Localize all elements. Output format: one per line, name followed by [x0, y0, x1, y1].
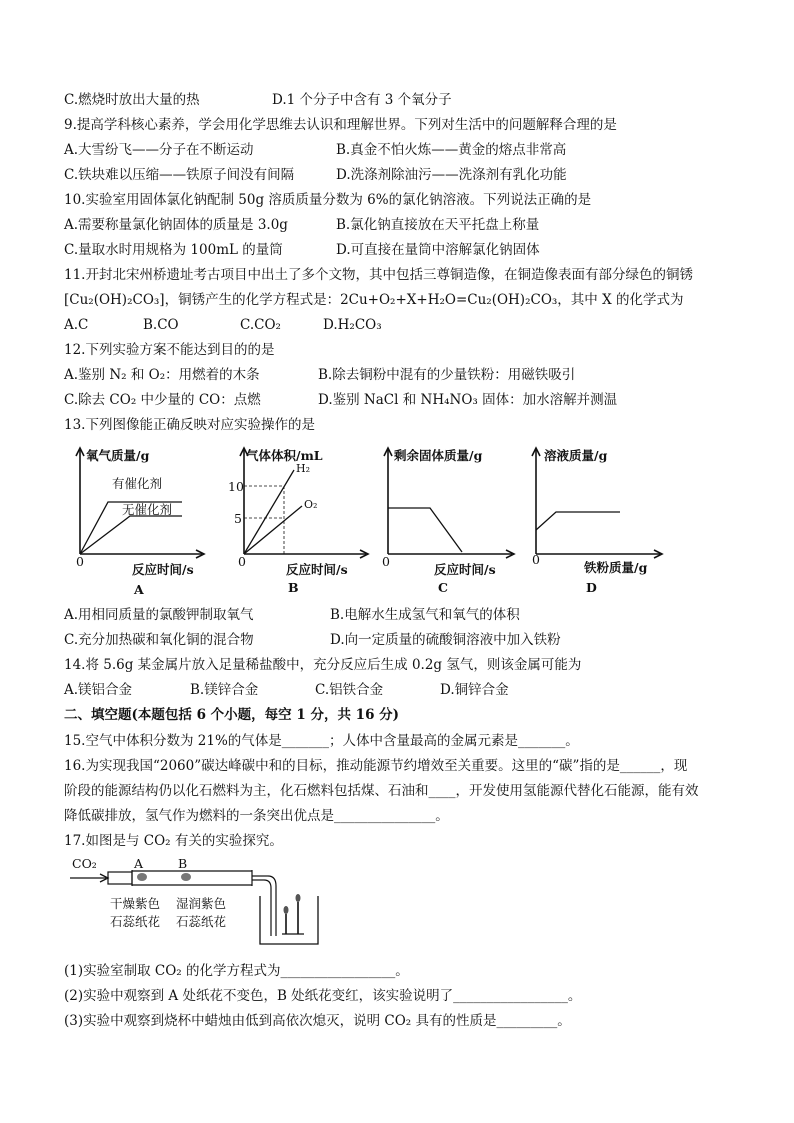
q11-option-b: B.CO: [143, 317, 179, 333]
q11-option-c: C.CO₂: [240, 317, 281, 333]
q11-stem-line1: 11.开封北宋州桥遗址考古项目中出土了多个文物，其中包括三尊铜造像，在铜造像表面有部分绿色的铜锈: [64, 267, 693, 283]
q10-stem: 10.实验室用固体氯化钠配制 50g 溶质质量分数为 6%的氯化钠溶液。下列说法正确的是: [64, 192, 592, 208]
graph-a-origin: 0: [76, 554, 84, 569]
fig-label-b: B: [178, 856, 188, 871]
graph-b-letter: B: [288, 580, 299, 595]
q9-option-a: A.大雪纷飞——分子在不断运动: [64, 142, 254, 158]
q16-line1: 16.为实现我国“2060”碳达峰碳中和的目标，推动能源节约增效至关重要。这里的“碳”指的是______，现: [64, 758, 688, 774]
q13-option-d: D.向一定质量的硫酸铜溶液中加入铁粉: [330, 632, 561, 648]
graph-b-o2-label: O₂: [304, 498, 318, 511]
paper-flower-a: [137, 873, 147, 881]
q13-option-c: C.充分加热碳和氧化铜的混合物: [64, 632, 254, 648]
graph-c-xlabel: 反应时间/s: [434, 562, 496, 577]
q12-option-a: A.鉴别 N₂ 和 O₂：用燃着的木条: [64, 367, 260, 383]
graph-a-line1-label: 有催化剂: [112, 476, 163, 491]
q15-text: 15.空气中体积分数为 21%的气体是_______；人体中含量最高的金属元素是_______。: [64, 733, 579, 749]
q17-part3: (3)实验中观察到烧杯中蜡烛由低到高依次熄灭，说明 CO₂ 具有的性质是_________。: [64, 1013, 571, 1029]
q14-option-b: B.镁锌合金: [190, 682, 259, 698]
q14-stem: 14.将 5.6g 某金属片放入足量稀盐酸中，充分反应后生成 0.2g 氢气，则该金属可能为: [64, 657, 582, 673]
q14-option-a: A.镁铝合金: [64, 682, 133, 698]
q8-option-c: C.燃烧时放出大量的热: [64, 92, 200, 108]
q12-option-c: C.除去 CO₂ 中少量的 CO：点燃: [64, 392, 261, 408]
q12-option-d: D.鉴别 NaCl 和 NH₄NO₃ 固体：加水溶解并测温: [318, 392, 618, 408]
q9-option-d: D.洗涤剂除油污——洗涤剂有乳化功能: [336, 167, 567, 183]
graph-b-xlabel: 反应时间/s: [286, 562, 348, 577]
q9-option-c: C.铁块难以压缩——铁原子间没有间隔: [64, 167, 295, 183]
q11-option-a: A.C: [64, 317, 89, 333]
graph-b-origin: 0: [238, 554, 246, 569]
q16-line2: 阶段的能源结构仍以化石燃料为主，化石燃料包括煤、石油和____，开发使用氢能源代替化石能源，能有效: [64, 783, 699, 799]
graph-a-ylabel: 氧气质量/g: [86, 448, 150, 463]
paper-flower-b: [181, 873, 191, 881]
graph-d-ylabel: 溶液质量/g: [544, 448, 608, 463]
fig-gas-label: CO₂: [72, 856, 97, 871]
graph-a-line2-label: 无催化剂: [122, 502, 173, 517]
q10-option-d: D.可直接在量筒中溶解氯化钠固体: [336, 242, 540, 258]
fig-label-a: A: [134, 856, 144, 871]
graph-d-xlabel: 铁粉质量/g: [584, 560, 648, 575]
graph-b: [226, 442, 376, 602]
graph-c-ylabel: 剩余固体质量/g: [394, 448, 483, 463]
q17-apparatus-figure: [68, 856, 328, 952]
graph-c-line: [388, 508, 462, 552]
graph-c-axes: [384, 448, 514, 558]
q16-line3: 降低碳排放，氢气作为燃料的一条突出优点是_______________。: [64, 808, 449, 824]
q10-option-c: C.量取水时用规格为 100mL 的量筒: [64, 242, 283, 258]
fig-a-desc-line2: 石蕊纸花: [110, 914, 161, 929]
q13-option-a: A.用相同质量的氯酸钾制取氧气: [64, 607, 254, 623]
fig-b-desc-line2: 石蕊纸花: [176, 914, 227, 929]
graph-c-letter: C: [438, 580, 448, 595]
graph-d: [526, 442, 676, 602]
graph-d-line: [536, 512, 620, 530]
q13-option-b: B.电解水生成氢气和氧气的体积: [330, 607, 520, 623]
graph-b-ylabel: 气体体积/mL: [246, 448, 323, 463]
graph-b-tick-5: 5: [234, 511, 242, 526]
q10-option-b: B.氯化钠直接放在天平托盘上称量: [336, 217, 540, 233]
graph-b-h2-label: H₂: [296, 462, 311, 475]
q10-option-a: A.需要称量氯化钠固体的质量是 3.0g: [64, 217, 288, 233]
q12-option-b: B.除去铜粉中混有的少量铁粉：用磁铁吸引: [318, 367, 576, 383]
q9-option-b: B.真金不怕火炼——黄金的熔点非常高: [336, 142, 567, 158]
graph-d-letter: D: [586, 580, 597, 595]
q17-part2: (2)实验中观察到 A 处纸花不变色，B 处纸花变红，该实验说明了_________________。: [64, 988, 582, 1004]
graph-d-axes: [532, 448, 662, 558]
graph-b-line-h2: [244, 470, 294, 554]
q9-stem: 9.提高学科核心素养，学会用化学思维去认识和理解世界。下列对生活中的问题解释合理的是: [64, 117, 617, 133]
graph-c-origin: 0: [382, 554, 390, 569]
graph-a-letter: A: [134, 582, 144, 597]
graph-b-tick-10: 10: [228, 479, 244, 494]
graph-d-origin: 0: [532, 552, 540, 567]
q17-stem: 17.如图是与 CO₂ 有关的实验探究。: [64, 833, 283, 849]
q17-part1: (1)实验室制取 CO₂ 的化学方程式为_________________。: [64, 963, 409, 979]
section-2-title: 二、填空题(本题包括 6 个小题，每空 1 分，共 16 分): [64, 707, 400, 723]
graph-a-xlabel: 反应时间/s: [132, 562, 194, 577]
graph-a: [64, 442, 214, 602]
q11-option-d: D.H₂CO₃: [323, 317, 382, 333]
gas-inlet-arrow: [70, 874, 108, 882]
graph-b-line-o2: [244, 506, 302, 554]
q11-stem-line2: [Cu₂(OH)₂CO₃]，铜锈产生的化学方程式是：2Cu+O₂+X+H₂O=Cu₂(OH)₂CO₃，其中 X 的化学式为: [64, 292, 684, 308]
graph-c: [376, 442, 526, 602]
q13-stem: 13.下列图像能正确反映对应实验操作的是: [64, 417, 315, 433]
q12-stem: 12.下列实验方案不能达到目的的是: [64, 342, 275, 358]
beaker: [260, 894, 318, 944]
q8-option-d: D.1 个分子中含有 3 个氧分子: [272, 92, 452, 108]
fig-a-desc-line1: 干燥紫色: [110, 896, 161, 911]
q14-option-d: D.铜锌合金: [440, 682, 509, 698]
fig-b-desc-line1: 湿润紫色: [176, 896, 227, 911]
q14-option-c: C.铝铁合金: [315, 682, 384, 698]
graph-a-line-no-catalyst: [80, 516, 182, 554]
